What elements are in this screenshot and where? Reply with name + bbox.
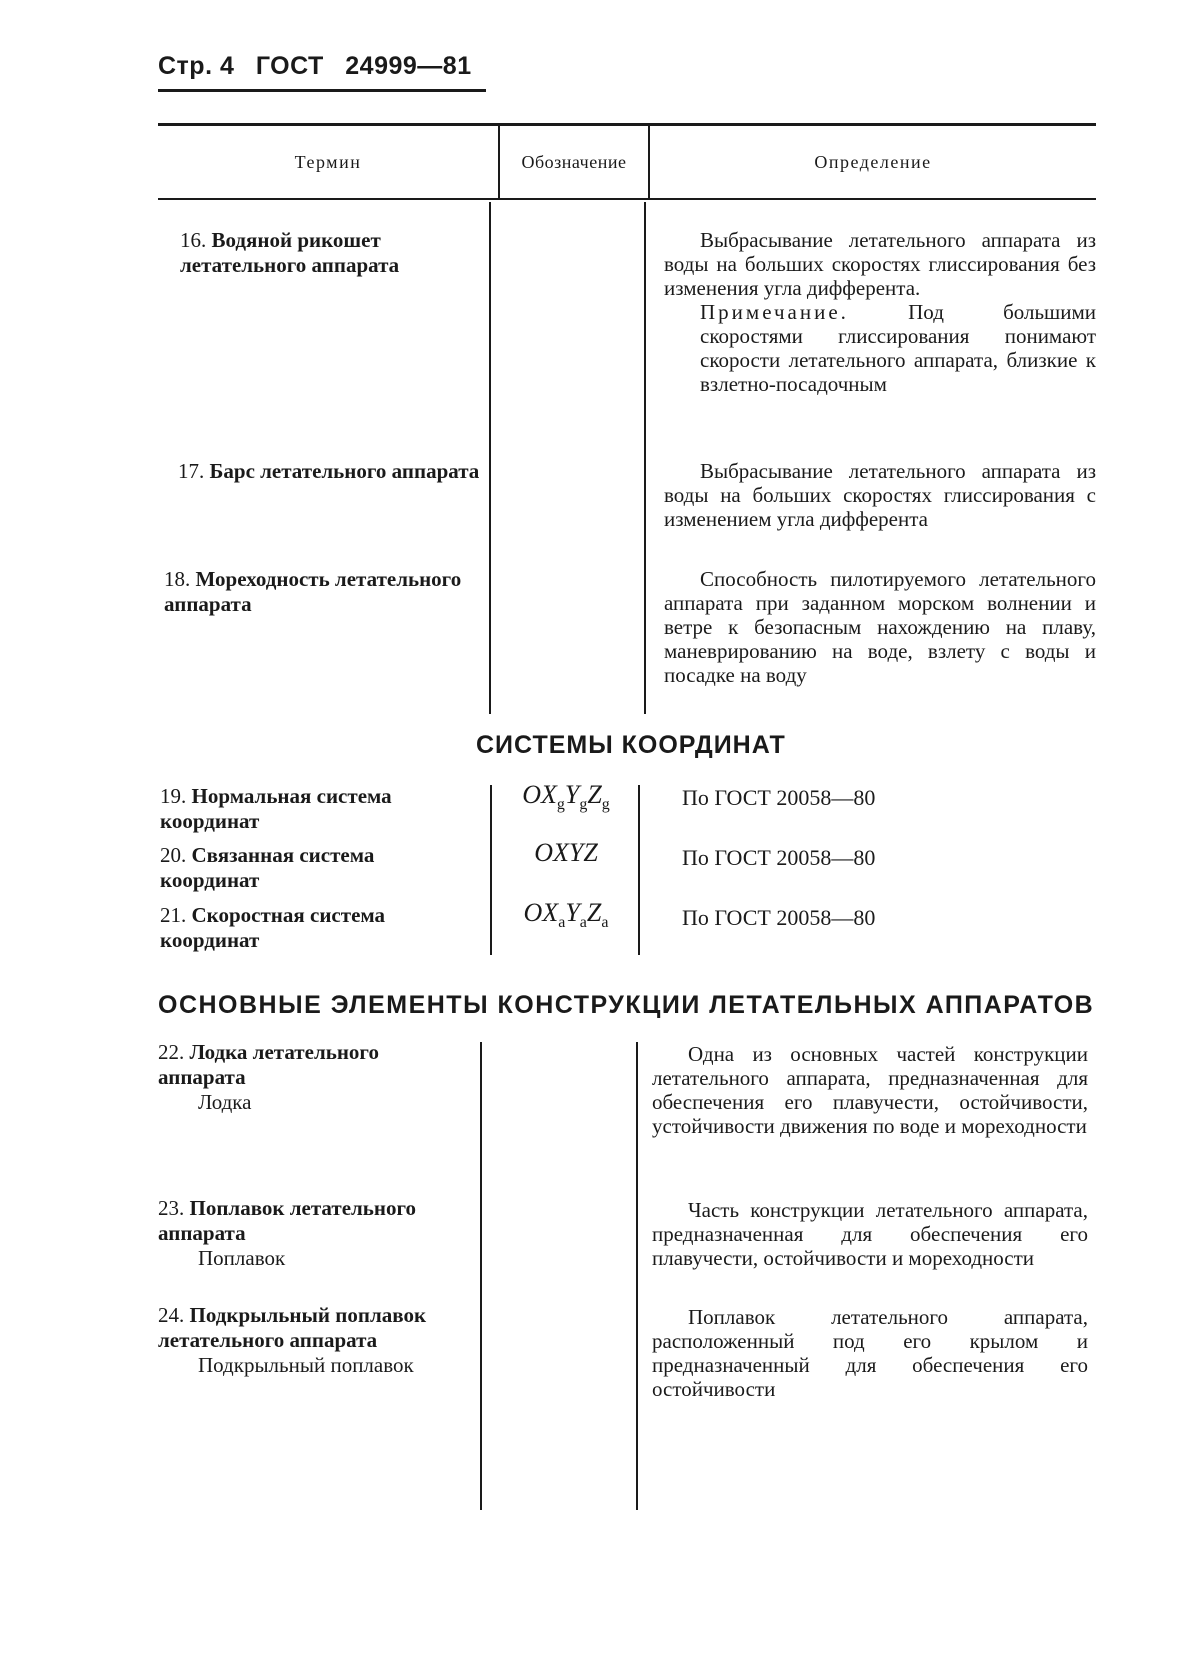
- table-header-rule: [158, 198, 1096, 200]
- definition-16: Выбрасывание летательного аппарата из воды на больших скоростях глиссирования без изменения угла дифферента. Примечание. Под большими скоростями глиссирования понимают скорости летательного аппарата, близкие к взлетно-посадочным: [664, 228, 1096, 396]
- symbol-20: OXYZ: [534, 838, 598, 867]
- column-divider-a2: [644, 202, 646, 714]
- column-divider-a1: [489, 202, 491, 714]
- note-16: Примечание. Под большими скоростями глиссирования понимают скорости летательного аппарата, близкие к взлетно-посадочным: [700, 300, 1096, 396]
- reference-19: По ГОСТ 20058—80: [682, 785, 876, 810]
- term-19: 19. Нормальная система координат: [160, 784, 392, 833]
- reference-21: По ГОСТ 20058—80: [682, 905, 876, 930]
- term-22: 22. Лодка летательного аппарата Лодка: [158, 1040, 470, 1115]
- column-header-symbol: Обозначение: [521, 152, 627, 172]
- reference-20: По ГОСТ 20058—80: [682, 845, 876, 870]
- page-number: Стр. 4: [158, 52, 235, 80]
- definition-18: Способность пилотируемого летательного аппарата при заданном морском волнении и ветре к безопасным нахождению на плаву, маневрированию на воде, взлету с воды и посадке на воду: [664, 567, 1096, 687]
- term-18: 18. Мореходность летательного аппарата: [164, 567, 462, 616]
- column-divider-c2: [636, 1042, 638, 1510]
- term-17: 17. Барс летательного аппарата: [178, 459, 480, 483]
- short-term-24: Подкрыльный поплавок: [198, 1353, 414, 1377]
- symbol-21: $OX_aY_aZ_a$: [523, 898, 609, 932]
- column-divider-c1: [480, 1042, 482, 1510]
- column-divider-b2: [638, 785, 640, 955]
- term-20: 20. Связанная система координат: [160, 843, 375, 892]
- page-header: [158, 52, 486, 92]
- term-23: 23. Поплавок летательного аппарата Поплавок: [158, 1196, 470, 1271]
- term-16: 16. Водяной рикошет летательного аппарата: [180, 228, 400, 277]
- table-top-rule: [158, 123, 1096, 126]
- symbol-19: $OX_gY_gZ_g$: [522, 780, 610, 814]
- section-title-elements: ОСНОВНЫЕ ЭЛЕМЕНТЫ КОНСТРУКЦИИ ЛЕТАТЕЛЬНЫХ АППАРАТОВ: [158, 991, 1095, 1019]
- definition-24: Поплавок летательного аппарата, расположенный под его крылом и предназначенный для обеспечения его остойчивости: [652, 1305, 1088, 1401]
- term-21: 21. Скоростная система координат: [160, 903, 386, 952]
- column-divider-b1: [490, 785, 492, 955]
- short-term-22: Лодка: [198, 1090, 252, 1114]
- section-title-coordinates: СИСТЕМЫ КООРДИНАТ: [476, 731, 786, 759]
- standard-label: ГОСТ: [255, 52, 324, 80]
- definition-22: Одна из основных частей конструкции летательного аппарата, предназначенная для обеспечения его плавучести, остойчивости, устойчивости движения по воде и мореходности: [652, 1042, 1088, 1138]
- column-header-definition: Определение: [814, 152, 932, 172]
- standard-number: 24999—81: [345, 52, 472, 80]
- definition-17: Выбрасывание летательного аппарата из воды на больших скоростях глиссирования с изменением угла дифферента: [664, 459, 1096, 531]
- column-header-term: Термин: [294, 152, 362, 172]
- term-24: 24. Подкрыльный поплавок летательного аппарата Подкрыльный поплавок: [158, 1303, 470, 1378]
- definition-23: Часть конструкции летательного аппарата, предназначенная для обеспечения его плавучести, остойчивости и мореходности: [652, 1198, 1088, 1270]
- short-term-23: Поплавок: [198, 1246, 286, 1270]
